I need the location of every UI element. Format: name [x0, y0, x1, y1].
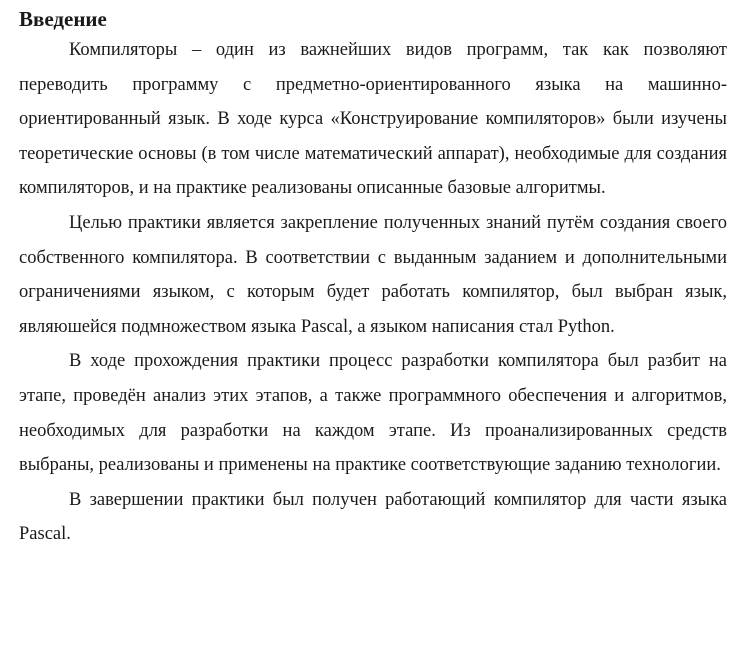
paragraph-process: В ходе прохождения практики процесс разработки компилятора был разбит на этапе, проведён анализ этих этапов, а также программного обеспечения и алгоритмов, необходимых для разработки на каждом этапе. Из проанализированных средств выбраны, реализованы и применены на практике соответствующие заданию технологии. — [19, 351, 727, 476]
paragraph-result: В завершении практики был получен работающий компилятор для части языка Pascal. — [19, 489, 727, 545]
section-heading: Введение — [19, 7, 107, 31]
paragraph-goal: Целью практики является закрепление полученных знаний путём создания своего собственного компилятора. В соответствии с выданным заданием и дополнительными ограничениями языком, с которым будет работать компилятор, был выбран язык, являюшейся подмножеством языка Pascal, а языком написания стал Python. — [19, 212, 727, 337]
paragraph-intro: Компиляторы – один из важнейших видов программ, так как позволяют переводить программу с предметно-ориентированного языка на машинно-ориентированный язык. В ходе курса «Конструирование компиляторов» были изучены теоретические основы (в том числе математический аппарат), необходимые для создания компиляторов, и на практике реализованы описанные базовые алгоритмы. — [19, 40, 727, 199]
